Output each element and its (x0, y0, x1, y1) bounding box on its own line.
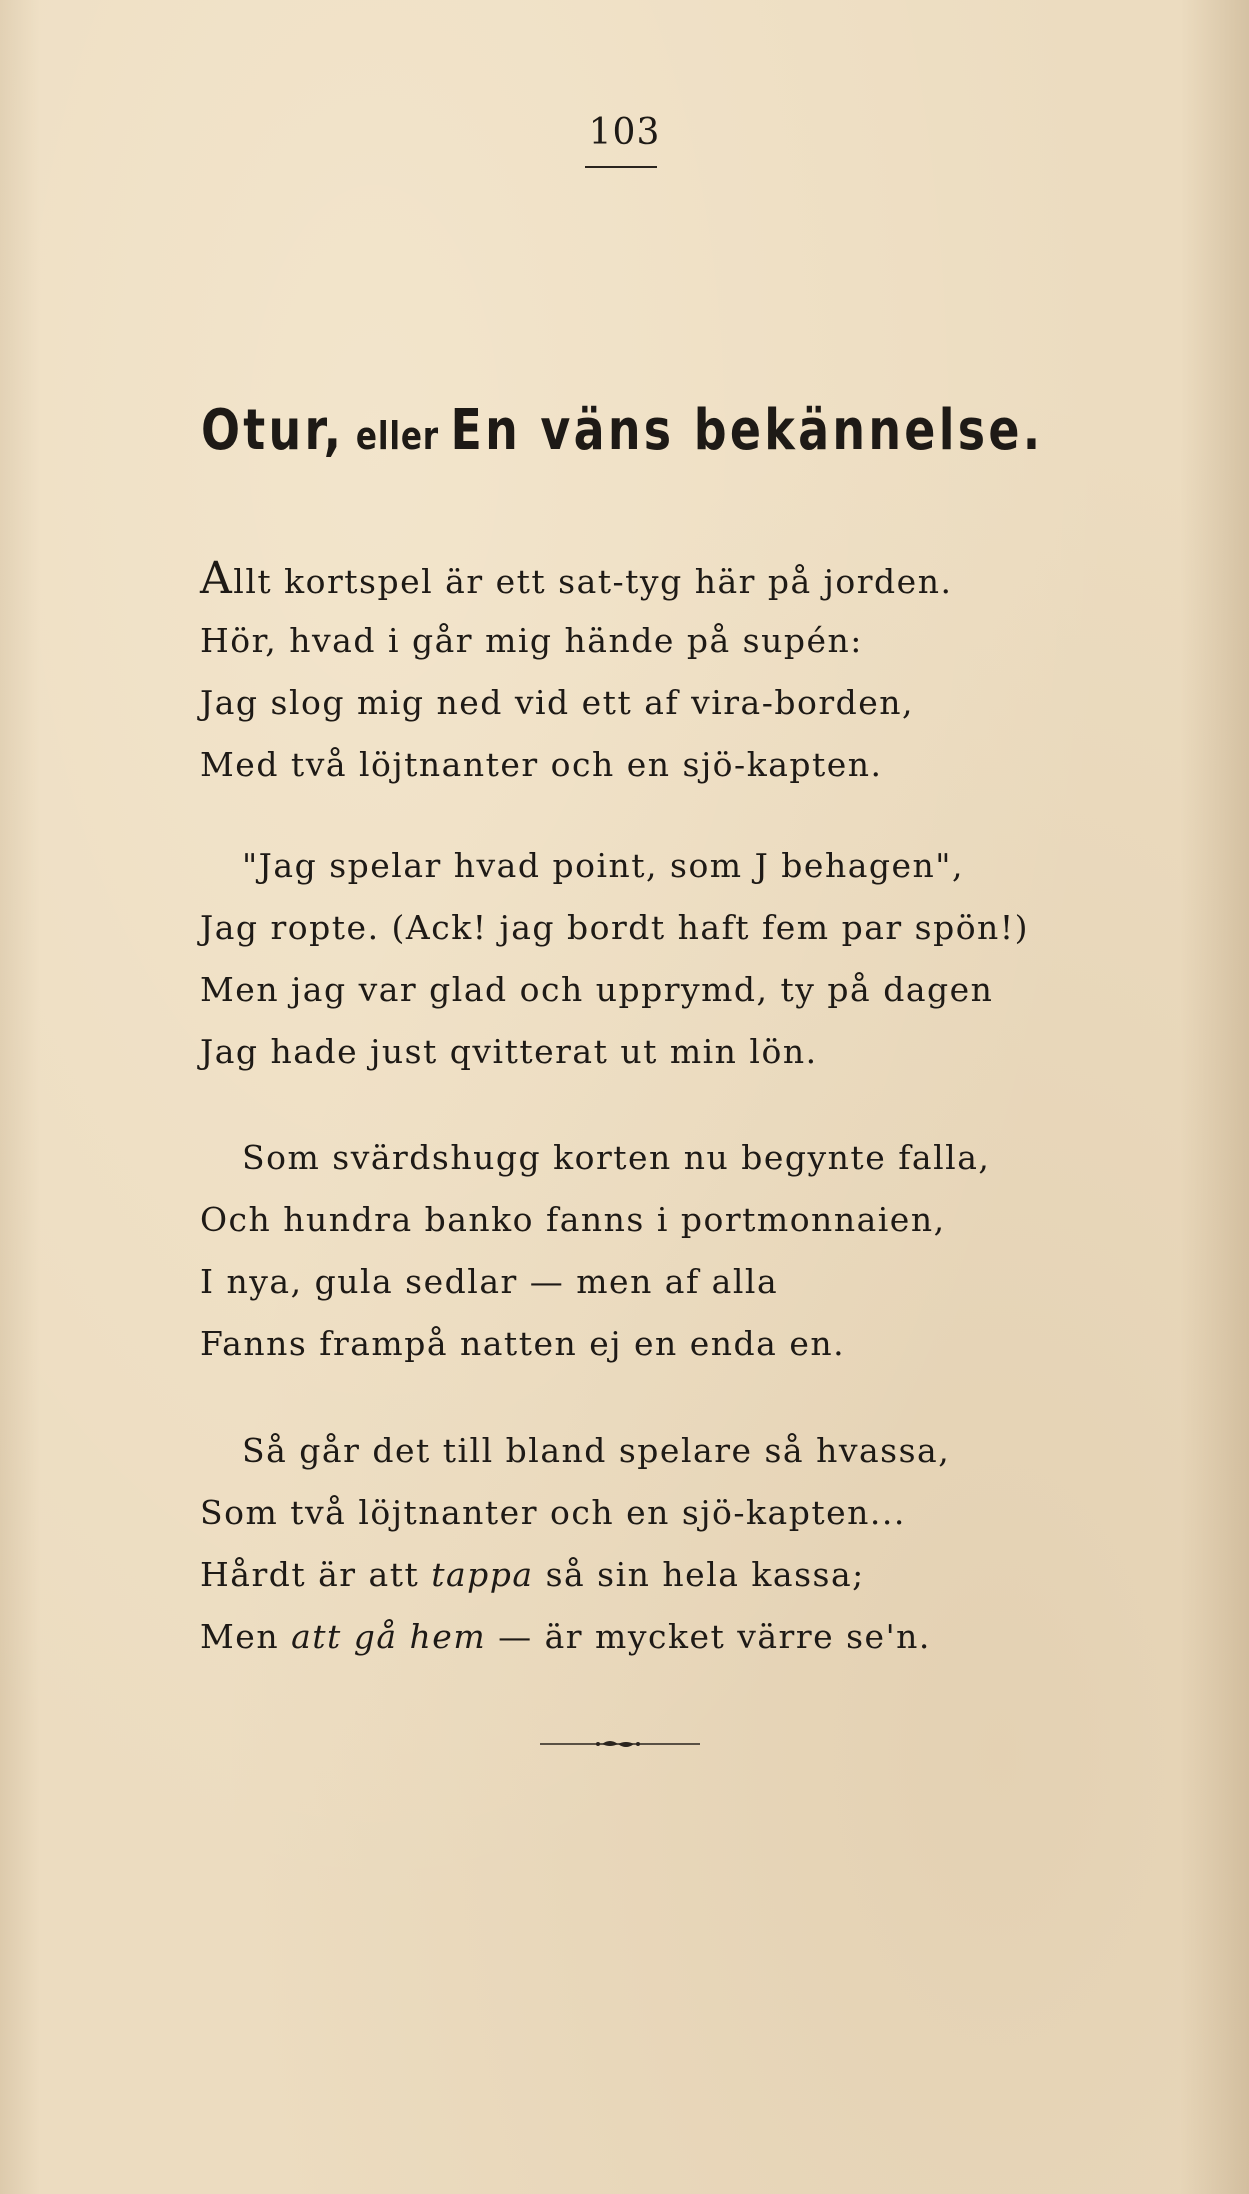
verse-text: Men (200, 1617, 292, 1656)
verse-line: Med två löjtnanter och en sjö-kapten. (200, 745, 883, 784)
verse-text: llt kortspel är ett sat-tyg här på jorden. (233, 562, 953, 601)
initial-letter: A (200, 553, 234, 604)
verse-line: Som två löjtnanter och en sjö-kapten... (200, 1493, 906, 1532)
verse-emphasis: tappa (431, 1555, 534, 1594)
poem-title-main: Otur, (200, 398, 345, 463)
verse-emphasis: att gå hem (291, 1617, 487, 1656)
verse-text: — är mycket värre se'n. (486, 1617, 931, 1656)
verse-text: så sin hela kassa; (533, 1555, 865, 1594)
verse-line: Så går det till bland spelare så hvassa, (242, 1431, 951, 1470)
stanza-4 (200, 1420, 1100, 1668)
stanza-3 (200, 1127, 1100, 1375)
verse-line: Jag hade just qvitterat ut min lön. (200, 1032, 818, 1071)
verse-line: Men jag var glad och upprymd, ty på dagen (200, 970, 994, 1009)
verse-line: Jag ropte. (Ack! jag bordt haft fem par spön!) (200, 908, 1029, 947)
verse-line (200, 1606, 1100, 1668)
page-number: 103 (588, 112, 661, 153)
poem-title-subtitle: En väns bekännelse. (450, 398, 1044, 463)
verse-line: Som svärdshugg korten nu begynte falla, (242, 1138, 991, 1177)
poem-title (110, 398, 1134, 463)
verse-line (200, 1544, 1100, 1606)
verse-line: Fanns frampå natten ej en enda en. (200, 1324, 846, 1363)
stanza-1 (200, 548, 1100, 796)
verse-line (200, 548, 1100, 610)
ornament-divider (540, 1736, 700, 1752)
verse-line: Och hundra banko fanns i portmonnaien, (200, 1200, 946, 1239)
verse-line: Hör, hvad i går mig hände på supén: (200, 621, 863, 660)
verse-text: Hårdt är att (200, 1555, 432, 1594)
page-number-rule (585, 166, 657, 168)
verse-line: Jag slog mig ned vid ett af vira-borden, (200, 683, 915, 722)
verse-line: "Jag spelar hvad point, som J behagen", (242, 846, 964, 885)
verse-line: I nya, gula sedlar — men af alla (200, 1262, 779, 1301)
stanza-2 (200, 835, 1100, 1083)
poem-title-connector: eller (355, 414, 439, 458)
